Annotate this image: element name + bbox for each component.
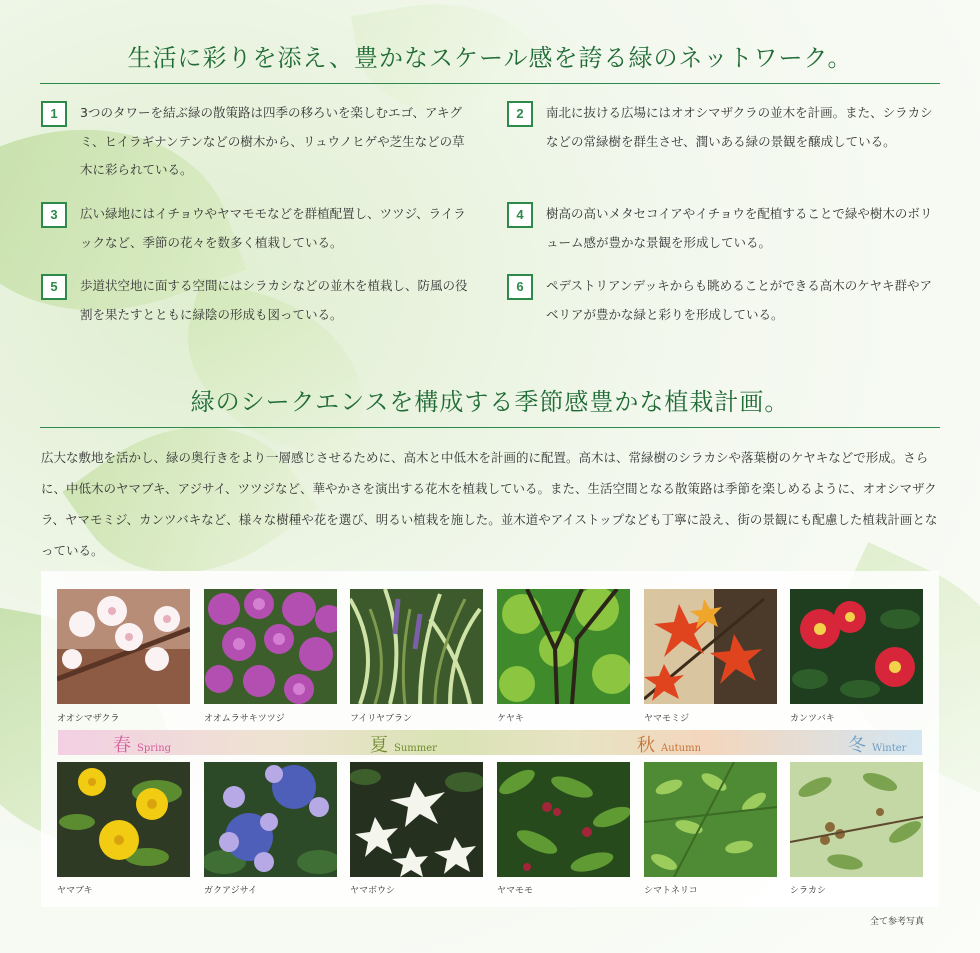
plant-caption: ケヤキ [497,714,524,724]
plant-caption: カンツバキ [790,714,835,724]
plant-caption: オオムラサキツツジ [204,714,285,724]
season-bar [58,730,922,755]
photo-yamabuki [57,762,190,877]
item-text: 南北に抜ける広場にはオオシマザクラの並木を計画。また、シラカシなどの常緑樹を群生させ、潤いある緑の景観を醸成している。 [546,105,933,149]
plant-caption: ヤマブキ [57,886,93,896]
item-text: 樹高の高いメタセコイアやイチョウを配植することで緑や樹木のボリューム感が豊かな景観を形成している。 [546,206,933,250]
photo-yamaboushi [350,762,483,877]
plant-caption: シラカシ [790,886,827,896]
photo-keyaki [497,589,630,704]
reference-note: 全て参考写真 [870,917,925,927]
photo-shimatoneriko [644,762,777,877]
season-kanji: 春 [113,735,131,756]
season-kanji: 夏 [370,735,388,756]
item-number: 2 [507,101,533,127]
plant-caption: ヤマモミジ [644,714,690,724]
divider [40,83,940,84]
plant-caption: オオシマザクラ [57,714,120,724]
item-text: ペデストリアンデッキからも眺めることができる高木のケヤキ群やアベリアが豊かな緑と彩りを形成している。 [546,278,933,322]
plant-caption: ヤマモモ [497,886,534,896]
photo-shirakashi [790,762,923,877]
sequence-heading: 緑のシークエンスを構成する季節感豊かな植栽計画。 [190,388,790,416]
photo-yamamomiji [644,589,777,704]
item-text: 広い緑地にはイチョウやヤマモモなどを群植配置し、ツツジ、ライラックなど、季節の花々を数多く植栽している。 [80,206,466,250]
photo-gakuajisai [204,762,337,877]
photo-yamamomo [497,762,630,877]
item-number: 3 [41,202,67,228]
season-kanji: 秋 [637,735,655,756]
planting-paragraph: 広大な敷地を活かし、緑の奥行きをより一層感じさせるために、高木と中低木を計画的に配置。高木は、常緑樹のシラカシや落葉樹のケヤキなどで形成。さらに、中低木のヤマブキ、アジサイ、ツツジなど、華やかさを演出する花木を植栽している。また、生活空間となる散策路は季節を楽しめるように、オオシマザクラ、ヤマモミジ、カンツバキなど、様々な樹種や花を選び、明るい植栽を施した。並木道やアイストップなども丁寧に設え、街の景観にも配慮した植栽計画となっている。 [41,450,938,558]
plant-caption: シマトネリコ [644,886,698,896]
season-winter [848,731,906,757]
photo-fuiriyaburan [350,589,483,704]
plant-caption: フイリヤブラン [350,714,413,724]
photo-oshimazakura [57,589,190,704]
item-number: 6 [507,274,533,300]
season-autumn [637,731,701,757]
season-english: Summer [394,743,437,754]
season-spring [113,731,171,757]
network-heading: 生活に彩りを添え、豊かなスケール感を誇る緑のネットワーク。 [127,44,853,72]
item-text: 3つのタワーを結ぶ緑の散策路は四季の移ろいを楽しむエゴ、アキグミ、ヒイラギナンテンなどの樹木から、リュウノヒゲや芝生などの草木に彩られている。 [80,105,465,177]
season-english: Autumn [661,743,702,754]
plant-caption: ガクアジサイ [204,886,258,896]
item-number: 1 [41,101,67,127]
item-text: 歩道状空地に面する空間にはシラカシなどの並木を植栽し、防風の役割を果たすとともに緑陰の形成も図っている。 [80,278,468,322]
season-summer [370,731,437,757]
item-number: 4 [507,202,533,228]
season-english: Winter [872,743,907,754]
season-kanji: 冬 [848,735,866,756]
item-number: 5 [41,274,67,300]
divider [40,427,940,428]
photo-kantsubaki [790,589,923,704]
season-english: Spring [137,743,172,754]
plant-caption: ヤマボウシ [350,886,396,896]
photo-omurasakitsutsuji [204,589,337,704]
